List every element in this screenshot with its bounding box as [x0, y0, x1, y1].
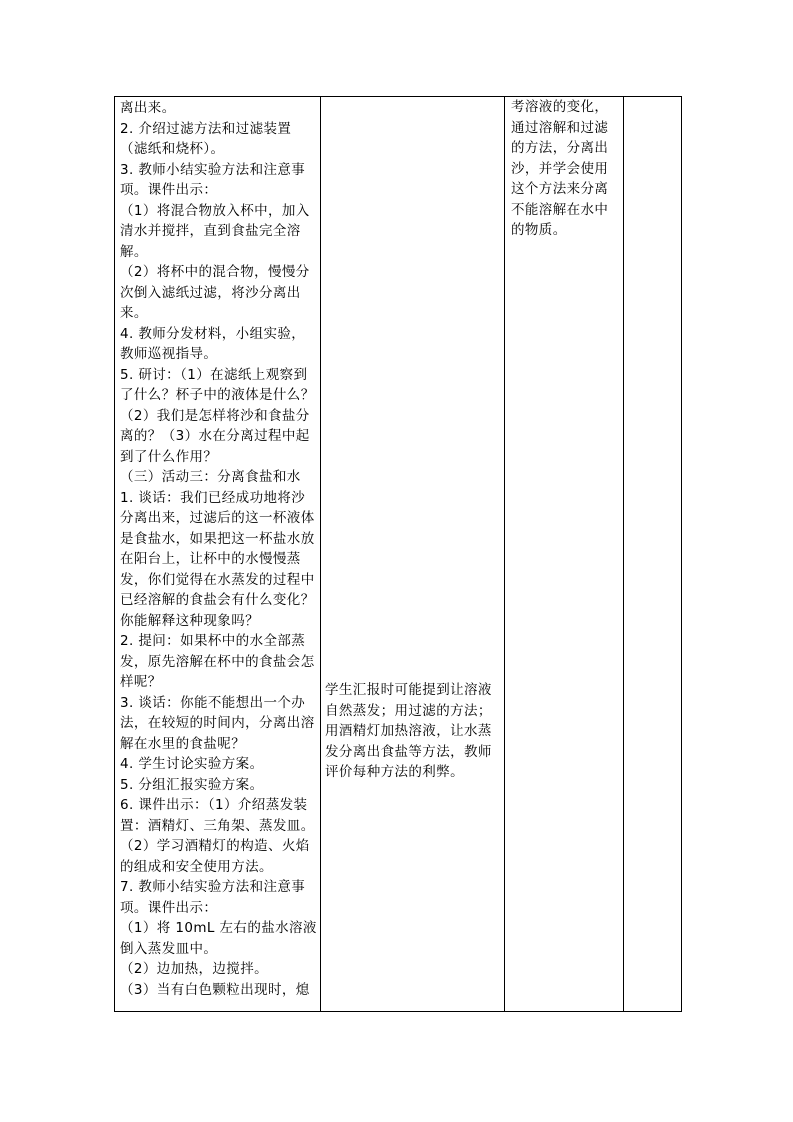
col1-line: 2. 介绍过滤方法和过滤装置（滤纸和烧杯）。	[120, 120, 292, 157]
teaching-process-text	[115, 97, 320, 1000]
col1-line: 5. 分组汇报实验方案。	[120, 776, 264, 793]
col1-line: 6. 课件出示：（1）介绍蒸发装置：酒精灯、三角架、蒸发皿。（2）学习酒精灯的构造、火焰的组成和安全使用方法。	[120, 797, 315, 875]
col1-line: （2）边加热，边搅拌。	[120, 961, 268, 977]
student-activity-cell	[321, 97, 505, 1012]
col1-line: 5. 研讨：（1）在滤纸上观察到了什么？杯子中的液体是什么？（2）我们是怎样将沙和食盐分离的？（3）水在分离过程中起到了什么作用？	[120, 366, 315, 465]
notes-text	[624, 97, 681, 98]
col1-line: 4. 学生讨论实验方案。	[120, 756, 264, 772]
col1-line: 4. 教师分发材料，小组实验，教师巡视指导。	[120, 325, 306, 362]
col1-line: 离出来。	[120, 100, 176, 116]
col1-line: 2. 提问：如果杯中的水全部蒸发，原先溶解在杯中的食盐会怎样呢？	[120, 633, 315, 690]
col1-line: （3）当有白色颗粒出现时，熄	[120, 981, 310, 998]
design-intent-cell	[505, 97, 624, 1012]
student-activity-text: 学生汇报时可能提到让溶液自然蒸发；用过滤的方法；用酒精灯加热溶液，让水蒸发分离出食盐等方法，教师评价每种方法的利弊。	[325, 682, 492, 780]
col1-line: （2）将杯中的混合物，慢慢分次倒入滤纸过滤，将沙分离出来。	[120, 264, 310, 321]
table-row	[115, 97, 682, 1012]
col1-line: 7. 教师小结实验方法和注意事项。课件出示：	[120, 879, 306, 916]
notes-cell	[624, 97, 682, 1012]
col1-line: 3. 教师小结实验方法和注意事项。课件出示：	[120, 161, 306, 198]
col1-line: （1）将混合物放入杯中，加入清水并搅拌，直到食盐完全溶解。	[120, 202, 310, 260]
col1-line: 3. 谈话：你能不能想出一个办法，在较短的时间内，分离出溶解在水里的食盐呢？	[120, 694, 315, 752]
design-intent-text: 考溶液的变化，通过溶解和过滤的方法，分离出沙，并学会使用这个方法来分离不能溶解在水中的物质。	[511, 99, 609, 238]
teaching-process-cell	[115, 97, 321, 1012]
col1-line: 1. 谈话：我们已经成功地将沙分离出来，过滤后的这一杯液体是食盐水，如果把这一杯盐水放在阳台上，让杯中的水慢慢蒸发，你们觉得在水蒸发的过程中已经溶解的食盐会有什么变化？你能解释这种现象吗？	[120, 489, 315, 629]
col1-line: （三）活动三：分离食盐和水	[120, 469, 301, 485]
lesson-plan-table	[114, 96, 682, 1012]
col1-line: （1）将 10mL 左右的盐水溶液倒入蒸发皿中。	[120, 920, 317, 957]
